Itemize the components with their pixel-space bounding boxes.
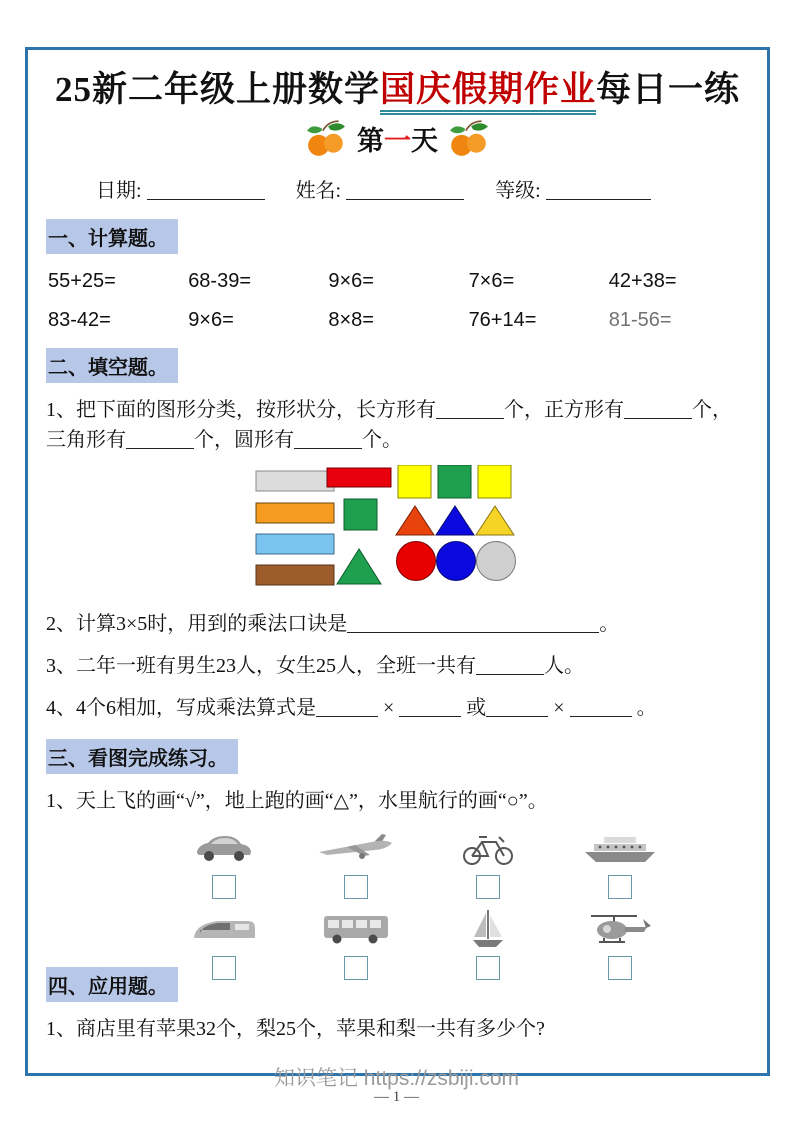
calc-problem: 55+25= <box>48 270 116 292</box>
checkbox-bicycle[interactable] <box>476 875 500 899</box>
q1-text: 个。 <box>362 429 402 451</box>
day-pre: 第 <box>357 125 384 156</box>
calc-problem: 8×8= <box>328 309 374 331</box>
orange-fruit-icon <box>305 118 347 158</box>
q4-blank-1[interactable] <box>316 698 378 717</box>
name-field <box>296 180 465 202</box>
q1-blank-circle[interactable] <box>294 430 362 449</box>
q1-text: 个，圆形有 <box>194 429 294 451</box>
q1-text: 三角形有 <box>46 429 126 451</box>
title-red-highlight: 国庆假期作业 <box>380 70 596 115</box>
q4-text: 。 <box>636 697 657 719</box>
date-blank[interactable] <box>147 181 265 200</box>
student-info-line <box>96 174 749 203</box>
checkbox-helicopter[interactable] <box>608 956 632 980</box>
q1-blank-rect[interactable] <box>436 400 504 419</box>
shapes-figure <box>254 465 516 597</box>
q1-text: 个， <box>692 399 732 421</box>
rect-shape <box>256 565 334 585</box>
rect-shape <box>398 465 431 498</box>
bus-icon <box>321 905 391 953</box>
airplane-icon <box>317 824 395 872</box>
cruise-ship-icon <box>582 824 658 872</box>
fill-question-2 <box>46 609 749 639</box>
calc-problem: 68-39= <box>188 270 252 292</box>
q4-or-text: 或 <box>466 697 487 719</box>
vehicle-car <box>158 824 290 899</box>
calc-problem: 42+38= <box>608 270 677 292</box>
page-number: — 1 — <box>374 1089 419 1105</box>
day-post: 天 <box>411 125 438 156</box>
triangle-shape <box>337 549 381 584</box>
day-number: 一 <box>384 125 411 156</box>
calc-row-2 <box>48 309 749 332</box>
section3-heading: 三、看图完成练习。 <box>46 739 238 774</box>
title-suffix: 每日一练 <box>596 70 741 109</box>
vehicle-cruise-ship <box>554 824 686 899</box>
calc-problem: 9×6= <box>188 309 234 331</box>
bicycle-icon <box>460 824 516 872</box>
rect-shape <box>478 465 511 498</box>
checkbox-high-speed-train[interactable] <box>212 956 236 980</box>
grade-blank[interactable] <box>546 181 651 200</box>
rect-shape <box>344 499 377 530</box>
day-subtitle <box>46 118 749 158</box>
rect-shape <box>327 468 391 487</box>
vehicle-airplane <box>290 824 422 899</box>
calc-problem: 76+14= <box>468 309 537 331</box>
q4-multiply-sign: × <box>553 697 565 719</box>
q1-blank-square[interactable] <box>624 400 692 419</box>
rect-shape <box>438 465 471 498</box>
worksheet-page <box>25 47 770 1076</box>
vehicle-bicycle <box>422 824 554 899</box>
calc-problem: 81-56= <box>608 309 672 331</box>
rect-shape <box>256 471 334 491</box>
q4-blank-2[interactable] <box>399 698 461 717</box>
q4-text: 4、4个6相加，写成乘法算式是 <box>46 697 316 719</box>
calc-problem: 83-42= <box>48 309 111 331</box>
high-speed-train-icon <box>191 905 257 953</box>
vehicle-grid <box>158 824 718 980</box>
day-label <box>357 119 438 158</box>
triangle-shape <box>476 506 514 535</box>
title-prefix: 25新二年级上册数学 <box>54 70 380 109</box>
circle-shape <box>397 542 436 581</box>
q2-text: 。 <box>599 613 620 635</box>
vehicle-row-2 <box>158 905 718 980</box>
q3-text: 3、二年一班有男生23人，女生25人，全班一共有 <box>46 655 476 677</box>
calc-problem: 7×6= <box>468 270 515 292</box>
calc-problem: 9×6= <box>328 270 374 292</box>
triangle-shape <box>396 506 434 535</box>
vehicle-bus <box>290 905 422 980</box>
checkbox-sailboat[interactable] <box>476 956 500 980</box>
q4-blank-4[interactable] <box>570 698 632 717</box>
q1-text: 个，正方形有 <box>504 399 624 421</box>
look-picture-instruction: 1、天上飞的画“√”，地上跑的画“△”，水里航行的画“○”。 <box>46 790 548 812</box>
checkbox-bus[interactable] <box>344 956 368 980</box>
page-title <box>46 62 749 112</box>
vehicle-sailboat <box>422 905 554 980</box>
triangle-shape <box>436 506 474 535</box>
checkbox-cruise-ship[interactable] <box>608 875 632 899</box>
fill-question-3 <box>46 651 749 681</box>
grade-field <box>495 180 651 202</box>
helicopter-icon <box>585 905 655 953</box>
footer-watermark: 知识笔记 https://zsbiji.com <box>273 1067 520 1090</box>
date-field <box>96 180 265 202</box>
fill-question-4 <box>46 693 749 723</box>
date-label: 日期: <box>96 180 142 202</box>
circle-shape <box>437 542 476 581</box>
section4-heading: 四、应用题。 <box>46 967 178 1002</box>
q1-blank-triangle[interactable] <box>126 430 194 449</box>
vehicle-helicopter <box>554 905 686 980</box>
q2-text: 2、计算3×5时，用到的乘法口诀是 <box>46 613 348 635</box>
grade-label: 等级: <box>495 180 541 202</box>
circle-shape <box>477 542 516 581</box>
q3-blank[interactable] <box>476 656 544 675</box>
checkbox-car[interactable] <box>212 875 236 899</box>
orange-fruit-icon <box>448 118 490 158</box>
section1-heading: 一、计算题。 <box>46 219 178 254</box>
q3-text: 人。 <box>544 655 584 677</box>
calc-row-1 <box>48 270 749 293</box>
rect-shape <box>256 534 334 554</box>
fill-question-1 <box>46 395 749 455</box>
q4-multiply-sign: × <box>383 697 395 719</box>
sailboat-icon <box>466 905 510 953</box>
name-label: 姓名: <box>295 180 342 202</box>
section2-heading: 二、填空题。 <box>46 348 178 383</box>
q1-text: 1、把下面的图形分类，按形状分，长方形有 <box>46 399 436 421</box>
vehicle-row-1 <box>158 824 718 899</box>
q2-blank[interactable] <box>347 614 599 633</box>
q4-blank-3[interactable] <box>486 698 548 717</box>
rect-shape <box>256 503 334 523</box>
name-blank[interactable] <box>346 181 464 200</box>
car-icon <box>191 824 257 872</box>
word-problem-1: 1、商店里有苹果32个，梨25个，苹果和梨一共有多少个? <box>46 1018 545 1040</box>
checkbox-airplane[interactable] <box>344 875 368 899</box>
